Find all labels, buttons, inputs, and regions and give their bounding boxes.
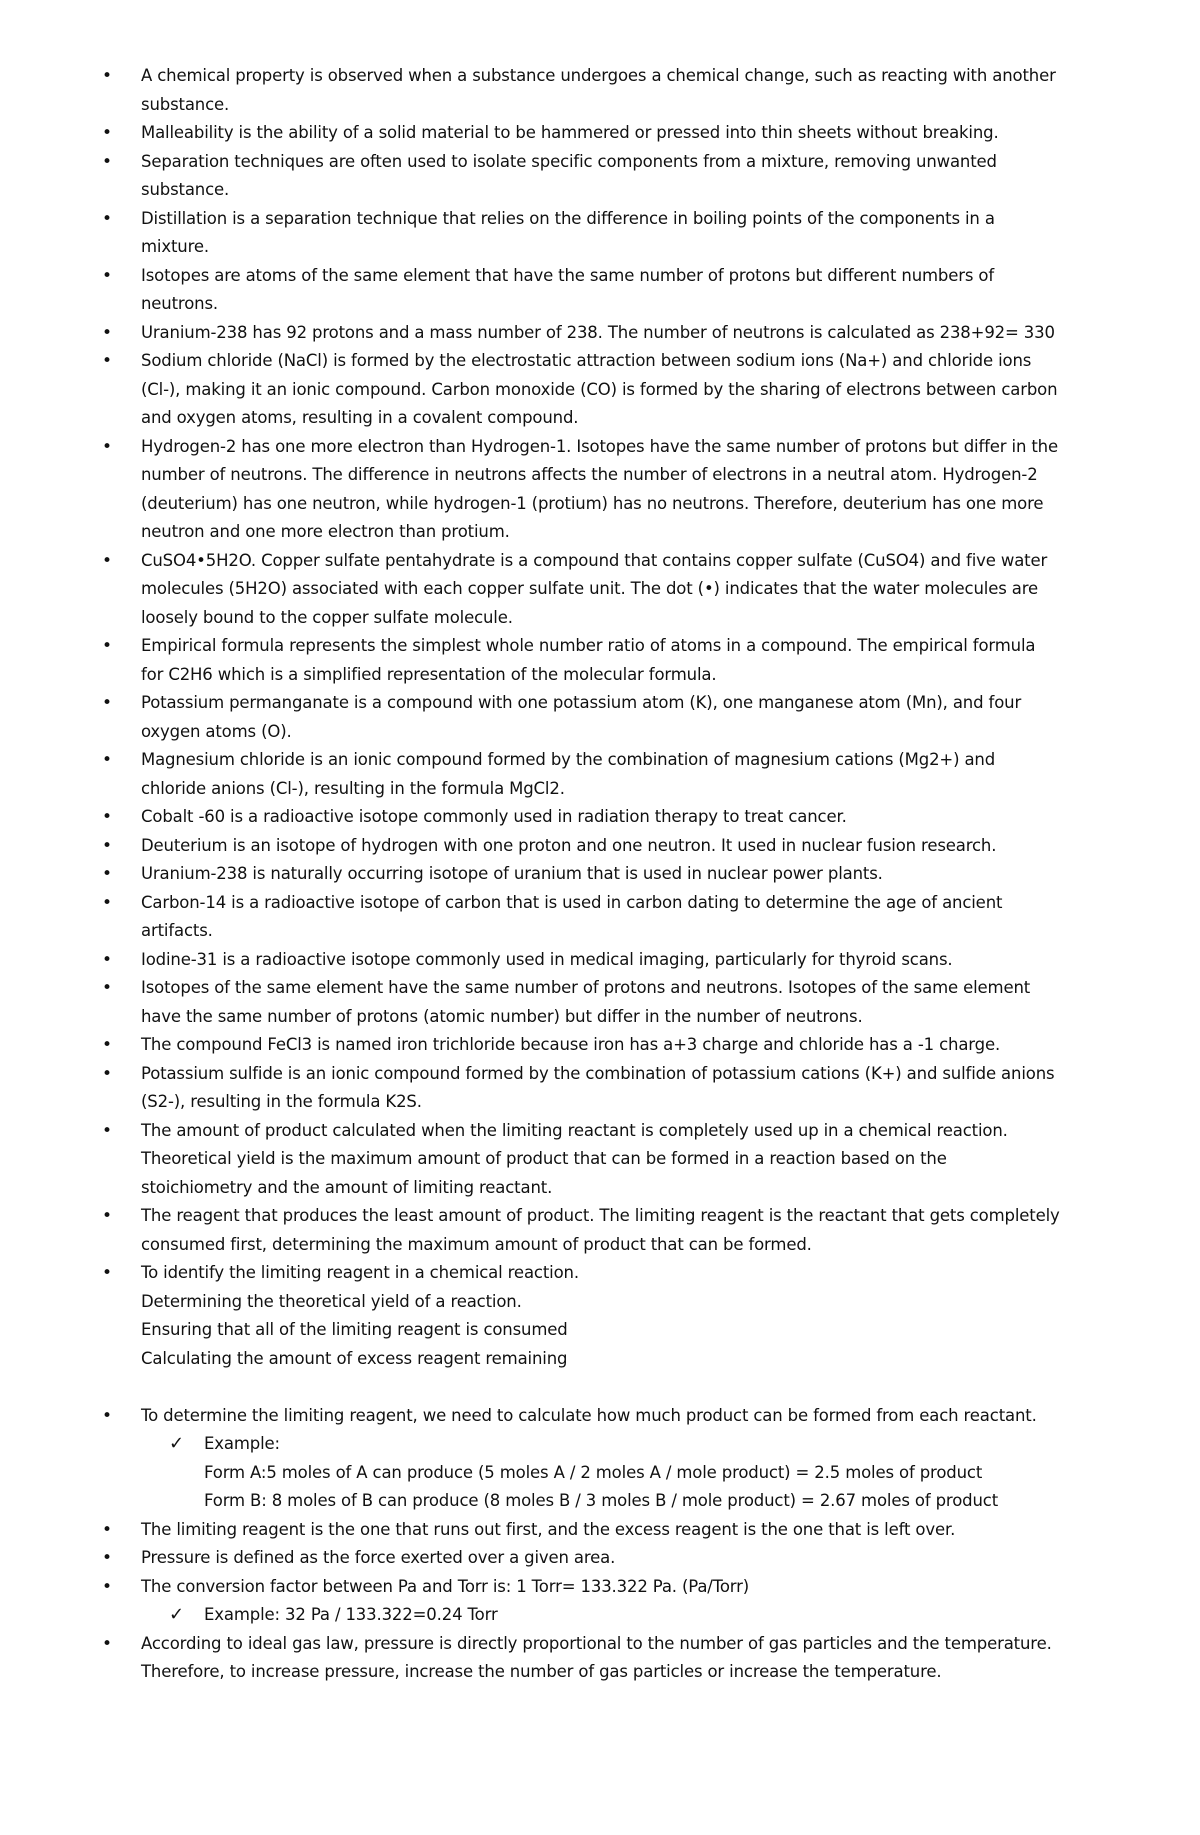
list-item [0, 889, 1200, 946]
blank-line [0, 1373, 1200, 1402]
list-item-text: Therefore, to increase pressure, increase the number of gas particles or increase the temperature. [141, 1662, 942, 1681]
list-item-text: substance. [141, 180, 230, 199]
list-item [0, 1259, 1200, 1373]
list-item-text: (S2-), resulting in the formula K2S. [141, 1092, 422, 1111]
document-page [0, 62, 1200, 1687]
list-item-text: (deuterium) has one neutron, while hydrogen-1 (protium) has no neutrons. Therefore, deuterium has one more [141, 493, 1044, 513]
bullet-icon: • [102, 978, 112, 998]
list-item [0, 319, 1200, 348]
list-item-text: neutrons. [141, 294, 219, 313]
list-item [0, 1060, 1200, 1117]
checkmark-icon: ✓ [169, 1604, 184, 1625]
list-item-text: neutron and one more electron than protium. [141, 522, 510, 541]
example-line: Form A:5 moles of A can produce (5 moles A / 2 moles A / mole product) = 2.5 moles of product [204, 1462, 983, 1482]
list-item-text: chloride anions (Cl-), resulting in the formula MgCl2. [141, 778, 565, 798]
list-item-text: Potassium permanganate is a compound with one potassium atom (K), one manganese atom (Mn), and four [141, 693, 1022, 712]
bullet-icon: • [102, 1263, 112, 1283]
list-item-text: A chemical property is observed when a substance undergoes a chemical change, such as reacting with another [141, 66, 1056, 85]
list-item-text: for C2H6 which is a simplified representation of the molecular formula. [141, 664, 717, 684]
bullet-icon: • [102, 550, 112, 571]
list-item-text: Pressure is defined as the force exerted over a given area. [141, 1548, 616, 1567]
bullet-list [0, 62, 1200, 1687]
list-item-text: (Cl-), making it an ionic compound. Carbon monoxide (CO) is formed by the sharing of electrons between carbon [141, 379, 1058, 399]
bullet-icon: • [102, 151, 112, 172]
list-item [0, 689, 1200, 746]
bullet-icon: • [102, 835, 112, 856]
bullet-icon: • [102, 1576, 112, 1597]
bullet-icon: • [102, 892, 112, 913]
bullet-icon: • [102, 208, 112, 229]
example-label: Example: 32 Pa / 133.322=0.24 Torr [204, 1605, 498, 1624]
list-item [0, 803, 1200, 832]
list-item-text: stoichiometry and the amount of limiting reactant. [141, 1177, 553, 1197]
list-item-text: The compound FeCl3 is named iron trichloride because iron has a+3 charge and chloride has a -1 charge. [141, 1035, 1001, 1054]
bullet-icon: • [102, 750, 112, 770]
bullet-icon: • [102, 265, 112, 286]
list-item-text: The limiting reagent is the one that runs out first, and the excess reagent is the one that is left over. [141, 1519, 956, 1539]
list-item [0, 974, 1200, 1031]
bullet-icon: • [102, 1519, 112, 1540]
list-item [0, 746, 1200, 803]
list-item-text: Determining the theoretical yield of a reaction. [141, 1291, 522, 1311]
bullet-icon: • [102, 1206, 112, 1226]
list-item [0, 1544, 1200, 1573]
bullet-icon: • [102, 1063, 112, 1084]
list-item-text: Magnesium chloride is an ionic compound formed by the combination of magnesium cations (Mg2+) and [141, 750, 996, 769]
list-item [0, 1202, 1200, 1259]
bullet-icon: • [102, 807, 112, 827]
list-item [0, 1630, 1200, 1687]
list-item [0, 119, 1200, 148]
list-item-text: loosely bound to the copper sulfate molecule. [141, 607, 513, 627]
list-item-text: The amount of product calculated when the limiting reactant is completely used up in a chemical reaction. [141, 1120, 1008, 1140]
list-item-text: The reagent that produces the least amount of product. The limiting reagent is the reactant that gets completely [141, 1206, 1060, 1225]
example-block [141, 1601, 1140, 1630]
list-item-text: artifacts. [141, 921, 213, 940]
list-item-text: Distillation is a separation technique that relies on the difference in boiling points of the components in a [141, 208, 995, 228]
bullet-icon: • [102, 864, 112, 884]
list-item [0, 262, 1200, 319]
list-item [0, 347, 1200, 433]
list-item-text: Malleability is the ability of a solid material to be hammered or pressed into thin sheets without breaking. [141, 123, 999, 142]
list-item-text: Carbon-14 is a radioactive isotope of carbon that is used in carbon dating to determine the age of ancient [141, 892, 1003, 912]
list-item-text: Empirical formula represents the simplest whole number ratio of atoms in a compound. The empirical formula [141, 636, 1036, 655]
list-item [0, 832, 1200, 861]
list-item-text: Iodine-31 is a radioactive isotope commonly used in medical imaging, particularly for thyroid scans. [141, 949, 953, 969]
list-item [0, 205, 1200, 262]
bullet-icon: • [102, 1633, 112, 1654]
list-item-text: To determine the limiting reagent, we need to calculate how much product can be formed from each reactant. [141, 1405, 1037, 1425]
list-item-text: Theoretical yield is the maximum amount of product that can be formed in a reaction based on the [141, 1149, 947, 1168]
list-item-text: Calculating the amount of excess reagent remaining [141, 1348, 568, 1368]
list-item-text: Uranium-238 has 92 protons and a mass number of 238. The number of neutrons is calculated as 238+92= 330 [141, 322, 1055, 342]
list-item-text: and oxygen atoms, resulting in a covalent compound. [141, 408, 579, 427]
list-item [0, 1031, 1200, 1060]
list-item [0, 1117, 1200, 1203]
checkmark-icon: ✓ [169, 1433, 184, 1454]
bullet-icon: • [102, 1548, 112, 1568]
bullet-icon: • [102, 949, 112, 970]
example-line: Form B: 8 moles of B can produce (8 moles B / 3 moles B / mole product) = 2.67 moles of product [204, 1491, 999, 1510]
bullet-icon: • [102, 636, 112, 656]
bullet-icon: • [102, 1405, 112, 1426]
list-item-text: molecules (5H2O) associated with each copper sulfate unit. The dot (•) indicates that the water molecules are [141, 579, 1038, 598]
list-item [0, 1573, 1200, 1630]
list-item-text: To identify the limiting reagent in a chemical reaction. [141, 1263, 579, 1282]
list-item [0, 62, 1200, 119]
list-item-text: Ensuring that all of the limiting reagent is consumed [141, 1320, 568, 1339]
list-item-text: mixture. [141, 237, 209, 256]
list-item-text: CuSO4•5H2O. Copper sulfate pentahydrate is a compound that contains copper sulfate (CuSO4) and five water [141, 550, 1048, 570]
list-item [0, 860, 1200, 889]
list-item-text: Cobalt -60 is a radioactive isotope commonly used in radiation therapy to treat cancer. [141, 807, 847, 826]
list-item [0, 632, 1200, 689]
list-item-text: According to ideal gas law, pressure is directly proportional to the number of gas particles and the temperature. [141, 1633, 1052, 1653]
bullet-icon: • [102, 1035, 112, 1055]
bullet-icon: • [102, 322, 112, 343]
list-item-text: The conversion factor between Pa and Torr is: 1 Torr= 133.322 Pa. (Pa/Torr) [141, 1576, 750, 1596]
list-item-text: consumed first, determining the maximum amount of product that can be formed. [141, 1234, 812, 1254]
bullet-icon: • [102, 436, 112, 457]
list-item [0, 433, 1200, 547]
bullet-icon: • [102, 351, 112, 371]
list-item-text: number of neutrons. The difference in neutrons affects the number of electrons in a neutral atom. Hydrogen-2 [141, 465, 1038, 484]
list-item-text: Potassium sulfide is an ionic compound formed by the combination of potassium cations (K+) and sulfide anions [141, 1063, 1055, 1083]
example-label: Example: [204, 1434, 280, 1453]
list-item [0, 148, 1200, 205]
example-block [141, 1430, 1140, 1516]
list-item-text: Deuterium is an isotope of hydrogen with one proton and one neutron. It used in nuclear fusion research. [141, 835, 997, 855]
list-item [0, 1516, 1200, 1545]
list-item-text: Separation techniques are often used to isolate specific components from a mixture, removing unwanted [141, 151, 997, 171]
bullet-icon: • [102, 123, 112, 143]
list-item [0, 946, 1200, 975]
list-item-text: have the same number of protons (atomic number) but differ in the number of neutrons. [141, 1006, 863, 1026]
list-item-text: Hydrogen-2 has one more electron than Hydrogen-1. Isotopes have the same number of protons but differ in the [141, 436, 1058, 456]
bullet-icon: • [102, 1120, 112, 1141]
list-item-text: Sodium chloride (NaCl) is formed by the electrostatic attraction between sodium ions (Na+) and chloride ions [141, 351, 1032, 370]
list-item-text: substance. [141, 94, 230, 114]
list-item [0, 547, 1200, 633]
list-item-text: Isotopes are atoms of the same element that have the same number of protons but different numbers of [141, 265, 995, 285]
list-item-text: oxygen atoms (O). [141, 721, 292, 741]
bullet-icon: • [102, 693, 112, 713]
bullet-icon: • [102, 66, 112, 86]
list-item-text: Isotopes of the same element have the same number of protons and neutrons. Isotopes of the same element [141, 978, 1031, 997]
list-item [0, 1402, 1200, 1516]
list-item-text: Uranium-238 is naturally occurring isotope of uranium that is used in nuclear power plants. [141, 864, 883, 883]
